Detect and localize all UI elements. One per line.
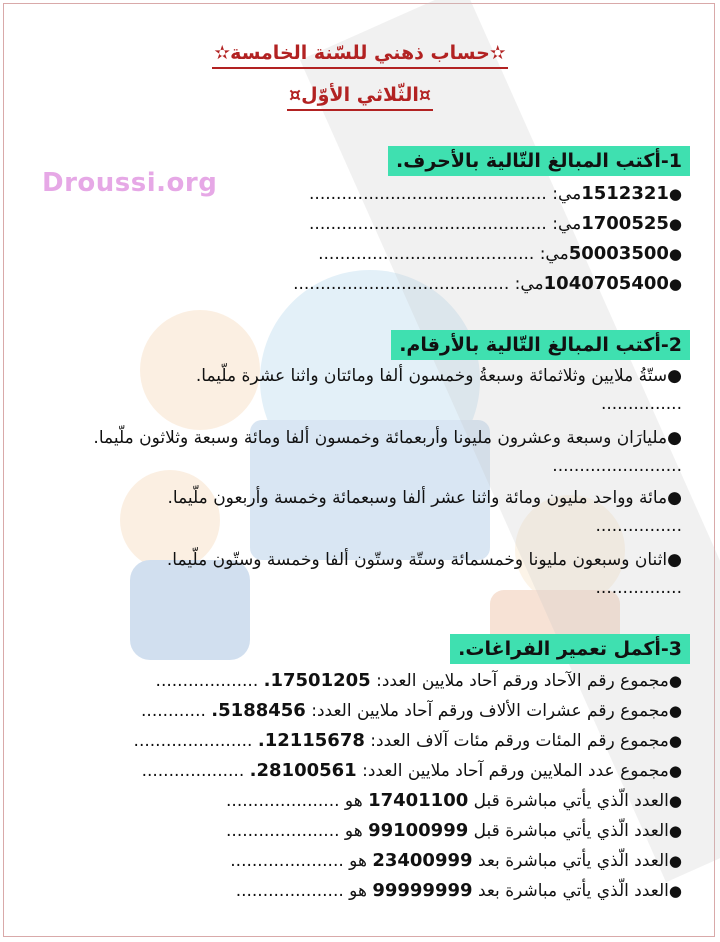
section1-heading: 1-أكتب المبالغ التّالية بالأحرف.: [388, 146, 690, 176]
section3-item: ●العدد الّذي يأتي مباشرة بعد 99999999 هو ....................: [235, 880, 682, 901]
section2-heading: 2-أكتب المبالغ التّالية بالأرقام.: [391, 330, 690, 360]
section3-item: ●العدد الّذي يأتي مباشرة قبل 17401100 هو .....................: [226, 790, 682, 811]
section3-item: ●مجموع رقم عشرات الألاف ورقم آحاد ملايين العدد: 5188456. ............: [141, 700, 682, 721]
section2-item: ●ستّةُ ملايين وثلاثمائة وسبعةُ وخمسون ألفا ومائتان واثنا عشرة ملّيما. ...............: [195, 366, 682, 414]
page-subtitle: ¤الثّلاثي الأوّل¤: [287, 84, 433, 111]
section3-item: ●مجموع رقم الآحاد ورقم آحاد ملايين العدد: 17501205. ...................: [155, 670, 682, 691]
section1-item: ●1040705400مي: ........................................: [293, 273, 682, 294]
section1-item: ●1700525مي: ............................................: [309, 213, 682, 234]
section3-heading: 3-أكمل تعمير الفراغات.: [450, 634, 690, 664]
page-title: ✫حساب ذهني للسّنة الخامسة✫: [212, 42, 507, 69]
section3-item: ●العدد الّذي يأتي مباشرة قبل 99100999 هو .....................: [226, 820, 682, 841]
section1-item: ●50003500مي: ........................................: [318, 243, 682, 264]
section2-item: ●مليارَان وسبعة وعشرون مليونا وأربعمائة وخمسون ألفا ومائة وسبعة وثلاثون ملّيما. ........................: [93, 428, 682, 476]
site-watermark: Droussi.org: [42, 168, 218, 198]
section3-item: ●العدد الّذي يأتي مباشرة بعد 23400999 هو .....................: [230, 850, 682, 871]
section2-item: ●مائة وواحد مليون ومائة واثنا عشر ألفا وسبعمائة وخمسة وأربعون ملّيما. ................: [167, 488, 682, 536]
section3-item: ●مجموع رقم المئات ورقم مئات آلاف العدد: 12115678. ......................: [133, 730, 682, 751]
section1-item: ●1512321مي: ............................................: [309, 183, 682, 204]
section3-item: ●مجموع عدد الملايين ورقم آحاد ملايين العدد: 28100561. ...................: [141, 760, 682, 781]
section2-item: ●اثنان وسبعون مليونا وخمسمائة وستّة وستّون ألفا وخمسة وستّون ملّيما. ................: [166, 550, 682, 598]
